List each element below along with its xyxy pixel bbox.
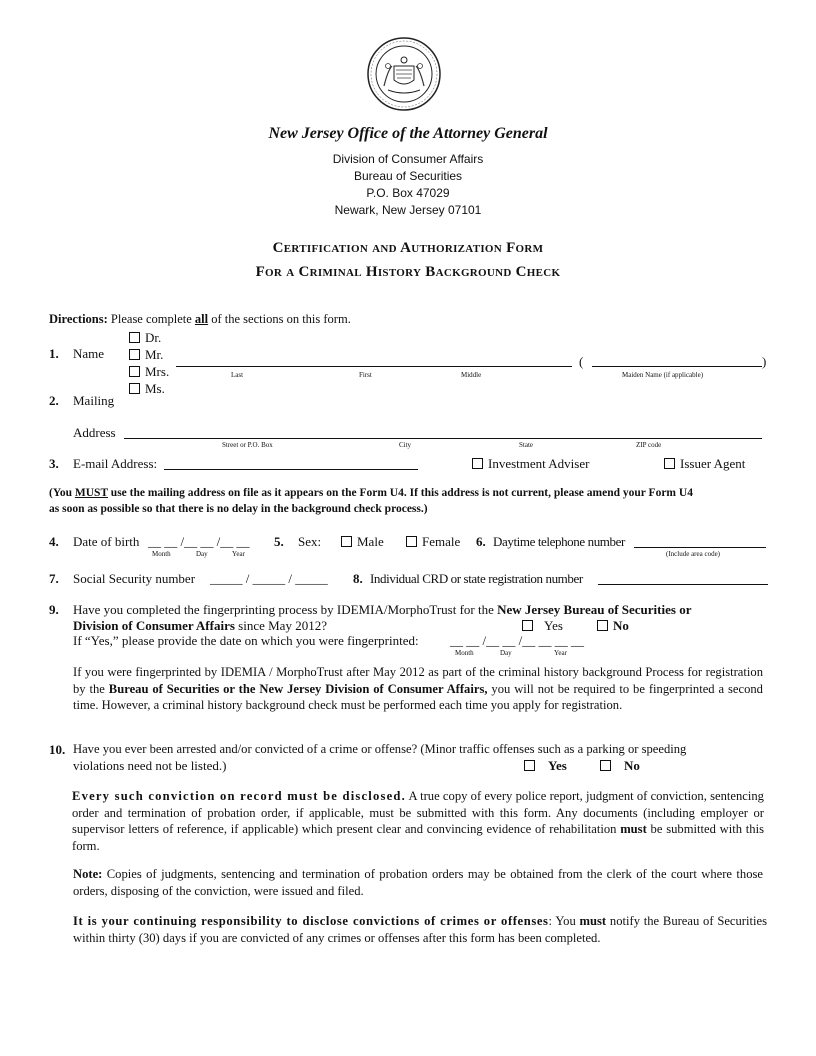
q10-note-paragraph <box>73 866 763 899</box>
q8-number: 8. <box>353 571 363 586</box>
fp-sub-year: Year <box>554 649 567 657</box>
sub-maiden: Maiden Name (if applicable) <box>622 371 704 379</box>
notice-line1 <box>49 487 693 499</box>
directions-label: Directions: <box>49 312 108 326</box>
directions-emph: all <box>194 312 209 326</box>
honorific-dr-label: Dr. <box>145 330 162 345</box>
responsibility-text-a: : You <box>548 914 576 928</box>
notice-must: MUST <box>74 487 108 499</box>
maiden-paren-open: ( <box>579 354 584 369</box>
fingerprint-date-field[interactable]: __ __ /__ __ /__ __ __ __ <box>450 633 584 648</box>
telephone-field[interactable] <box>634 547 766 548</box>
q9-text2b: since May 2012? <box>238 618 327 633</box>
sub-last: Last <box>231 371 244 379</box>
q10-number: 10. <box>49 742 66 757</box>
po-box-line: P.O. Box 47029 <box>366 186 450 200</box>
q10-line2: violations need not be listed.) <box>73 758 227 773</box>
honorific-mrs-label: Mrs. <box>145 364 170 379</box>
disclosure-text-a: A true copy of every police report, judgment of conviction, sentencing order and termination of probation order, if applicable, must be submitted with this form. Any documents (including employer or supervisor letters of reference, if applicable) which present clear and convincing evidence of rehabilitation <box>72 789 764 836</box>
q9-text1b: New Jersey Bureau of Securities or <box>497 602 692 617</box>
q2-label-address: Address <box>73 425 116 440</box>
checkbox-issuer-agent[interactable] <box>664 458 675 469</box>
q9-text2a: Division of Consumer Affairs <box>73 618 235 633</box>
note-label: Note: <box>73 867 103 881</box>
seal-icon <box>366 36 442 112</box>
q10-option-no[interactable] <box>600 758 640 774</box>
q7-label: Social Security number <box>73 571 196 586</box>
q5-label: Sex: <box>298 534 322 549</box>
notice-text: use the mailing address on file as it appears on the Form U4. If this address is not current, please amend your Form U4 <box>110 487 693 499</box>
address-field[interactable] <box>124 438 762 439</box>
q9-line1 <box>73 602 691 618</box>
disclosure-text-b: be submitted with this form. <box>72 822 764 853</box>
option-female[interactable] <box>406 534 460 550</box>
maiden-name-field[interactable] <box>592 366 762 367</box>
checkbox-male[interactable] <box>341 536 352 547</box>
q9-line3: If “Yes,” please provide the date on which you were fingerprinted: <box>73 633 419 648</box>
q9-para-b: Bureau of Securities or the New Jersey Division of Consumer Affairs, <box>108 681 488 696</box>
checkbox-investment-adviser[interactable] <box>472 458 483 469</box>
state-seal <box>366 36 442 112</box>
issuer-agent-label: Issuer Agent <box>680 456 746 471</box>
checkbox-mrs[interactable] <box>129 366 140 377</box>
form-title-line2: For a Criminal History Background Check <box>255 264 561 280</box>
sub-middle: Middle <box>461 371 482 379</box>
honorific-ms[interactable] <box>129 381 165 397</box>
q10-no-label: No <box>624 758 640 773</box>
q10-disclosure-paragraph <box>72 788 764 854</box>
directions <box>49 312 351 327</box>
q5-number: 5. <box>274 534 284 549</box>
q3-number: 3. <box>49 456 59 471</box>
notice-line2: as soon as possible so that there is no delay in the background check process.) <box>49 503 428 515</box>
q2-number: 2. <box>49 393 59 408</box>
q2-label-mailing: Mailing <box>73 393 115 408</box>
q1-label: Name <box>73 346 105 361</box>
directions-post: of the sections on this form. <box>211 312 351 326</box>
q10-responsibility-paragraph <box>73 913 767 946</box>
disclosure-must: must <box>620 822 647 836</box>
dob-field[interactable]: __ __ /__ __ /__ __ <box>148 534 250 549</box>
crd-field[interactable] <box>598 584 768 585</box>
honorific-dr[interactable] <box>129 330 161 346</box>
q9-line2 <box>73 618 327 634</box>
responsibility-must: must <box>579 914 607 928</box>
option-issuer-agent[interactable] <box>664 456 745 472</box>
dob-sub-day: Day <box>196 550 208 558</box>
form-title-line1: Certification and Authorization Form <box>272 240 544 256</box>
dob-sub-month: Month <box>152 550 171 558</box>
q8-label: Individual CRD or state registration number <box>370 571 583 586</box>
email-field[interactable] <box>164 469 418 470</box>
honorific-mr-label: Mr. <box>145 347 164 362</box>
option-investment-adviser[interactable] <box>472 456 589 472</box>
q9-text1a: Have you completed the fingerprinting process by IDEMIA/MorphoTrust for the <box>73 602 494 617</box>
name-field[interactable] <box>176 366 572 367</box>
q9-checkbox-yes[interactable] <box>522 620 533 631</box>
q9-option-yes[interactable] <box>522 618 563 634</box>
sub-first: First <box>359 371 372 379</box>
q10-option-yes[interactable] <box>524 758 567 774</box>
female-label: Female <box>422 534 461 549</box>
disclosure-bold: Every such conviction on record must be disclosed. <box>72 789 406 803</box>
checkbox-dr[interactable] <box>129 332 140 343</box>
q6-number: 6. <box>476 534 486 549</box>
responsibility-text-b: notify the Bureau of Securities within thirty (30) days if you are convicted of any crimes or offenses after this form has been completed. <box>73 914 767 945</box>
checkbox-female[interactable] <box>406 536 417 547</box>
option-male[interactable] <box>341 534 384 550</box>
checkbox-ms[interactable] <box>129 383 140 394</box>
honorific-ms-label: Ms. <box>145 381 165 396</box>
sub-zip: ZIP code <box>636 441 662 449</box>
checkbox-mr[interactable] <box>129 349 140 360</box>
sub-state: State <box>519 441 533 449</box>
note-text: Copies of judgments, sentencing and termination of probation orders may be obtained from the clerk of the court where those orders, disposing of the conviction, were issued and filed. <box>73 867 763 898</box>
directions-pre: Please complete <box>110 312 192 326</box>
male-label: Male <box>357 534 384 549</box>
telephone-sub: (Include area code) <box>666 550 721 558</box>
q4-label: Date of birth <box>73 534 140 549</box>
fp-sub-day: Day <box>500 649 512 657</box>
fp-sub-month: Month <box>455 649 474 657</box>
q10-checkbox-no[interactable] <box>600 760 611 771</box>
investment-adviser-label: Investment Adviser <box>488 456 590 471</box>
q6-label: Daytime telephone number <box>493 534 625 549</box>
q10-yes-label: Yes <box>548 758 567 773</box>
city-line: Newark, New Jersey 07101 <box>334 203 482 217</box>
honorific-mr[interactable] <box>129 347 163 363</box>
q10-checkbox-yes[interactable] <box>524 760 535 771</box>
sub-city: City <box>399 441 412 449</box>
q9-para-c: you will not be required to be fingerprinted a second time. However, a criminal history background check must be performed each time you apply for registration. <box>73 681 763 712</box>
q3-label: E-mail Address: <box>73 456 158 471</box>
ssn-field[interactable]: _____ / _____ / _____ <box>210 571 328 586</box>
notice-pre: (You <box>49 487 73 499</box>
agency-name: New Jersey Office of the Attorney General <box>268 125 548 142</box>
responsibility-bold: It is your continuing responsibility to disclose convictions of crimes or offenses <box>73 914 549 928</box>
q9-number: 9. <box>49 602 59 617</box>
bureau-line: Bureau of Securities <box>353 169 463 183</box>
q9-no-label: No <box>613 618 629 633</box>
q10-line1: Have you ever been arrested and/or convicted of a crime or offense? (Minor traffic offenses such as a parking or speeding <box>73 742 687 756</box>
division-line: Division of Consumer Affairs <box>332 152 484 166</box>
q9-option-no[interactable] <box>597 618 629 634</box>
q9-para-a: If you were fingerprinted by IDEMIA / MorphoTrust after May 2012 as part of the criminal history background Process for registration by the <box>73 665 763 696</box>
q4-number: 4. <box>49 534 59 549</box>
maiden-paren-close: ) <box>762 354 767 369</box>
q9-checkbox-no[interactable] <box>597 620 608 631</box>
q9-yes-label: Yes <box>544 618 563 633</box>
dob-sub-year: Year <box>232 550 245 558</box>
q9-paragraph <box>73 664 763 714</box>
q1-number: 1. <box>49 346 59 361</box>
sub-street: Street or P.O. Box <box>222 441 273 449</box>
honorific-mrs[interactable] <box>129 364 169 380</box>
q7-number: 7. <box>49 571 59 586</box>
